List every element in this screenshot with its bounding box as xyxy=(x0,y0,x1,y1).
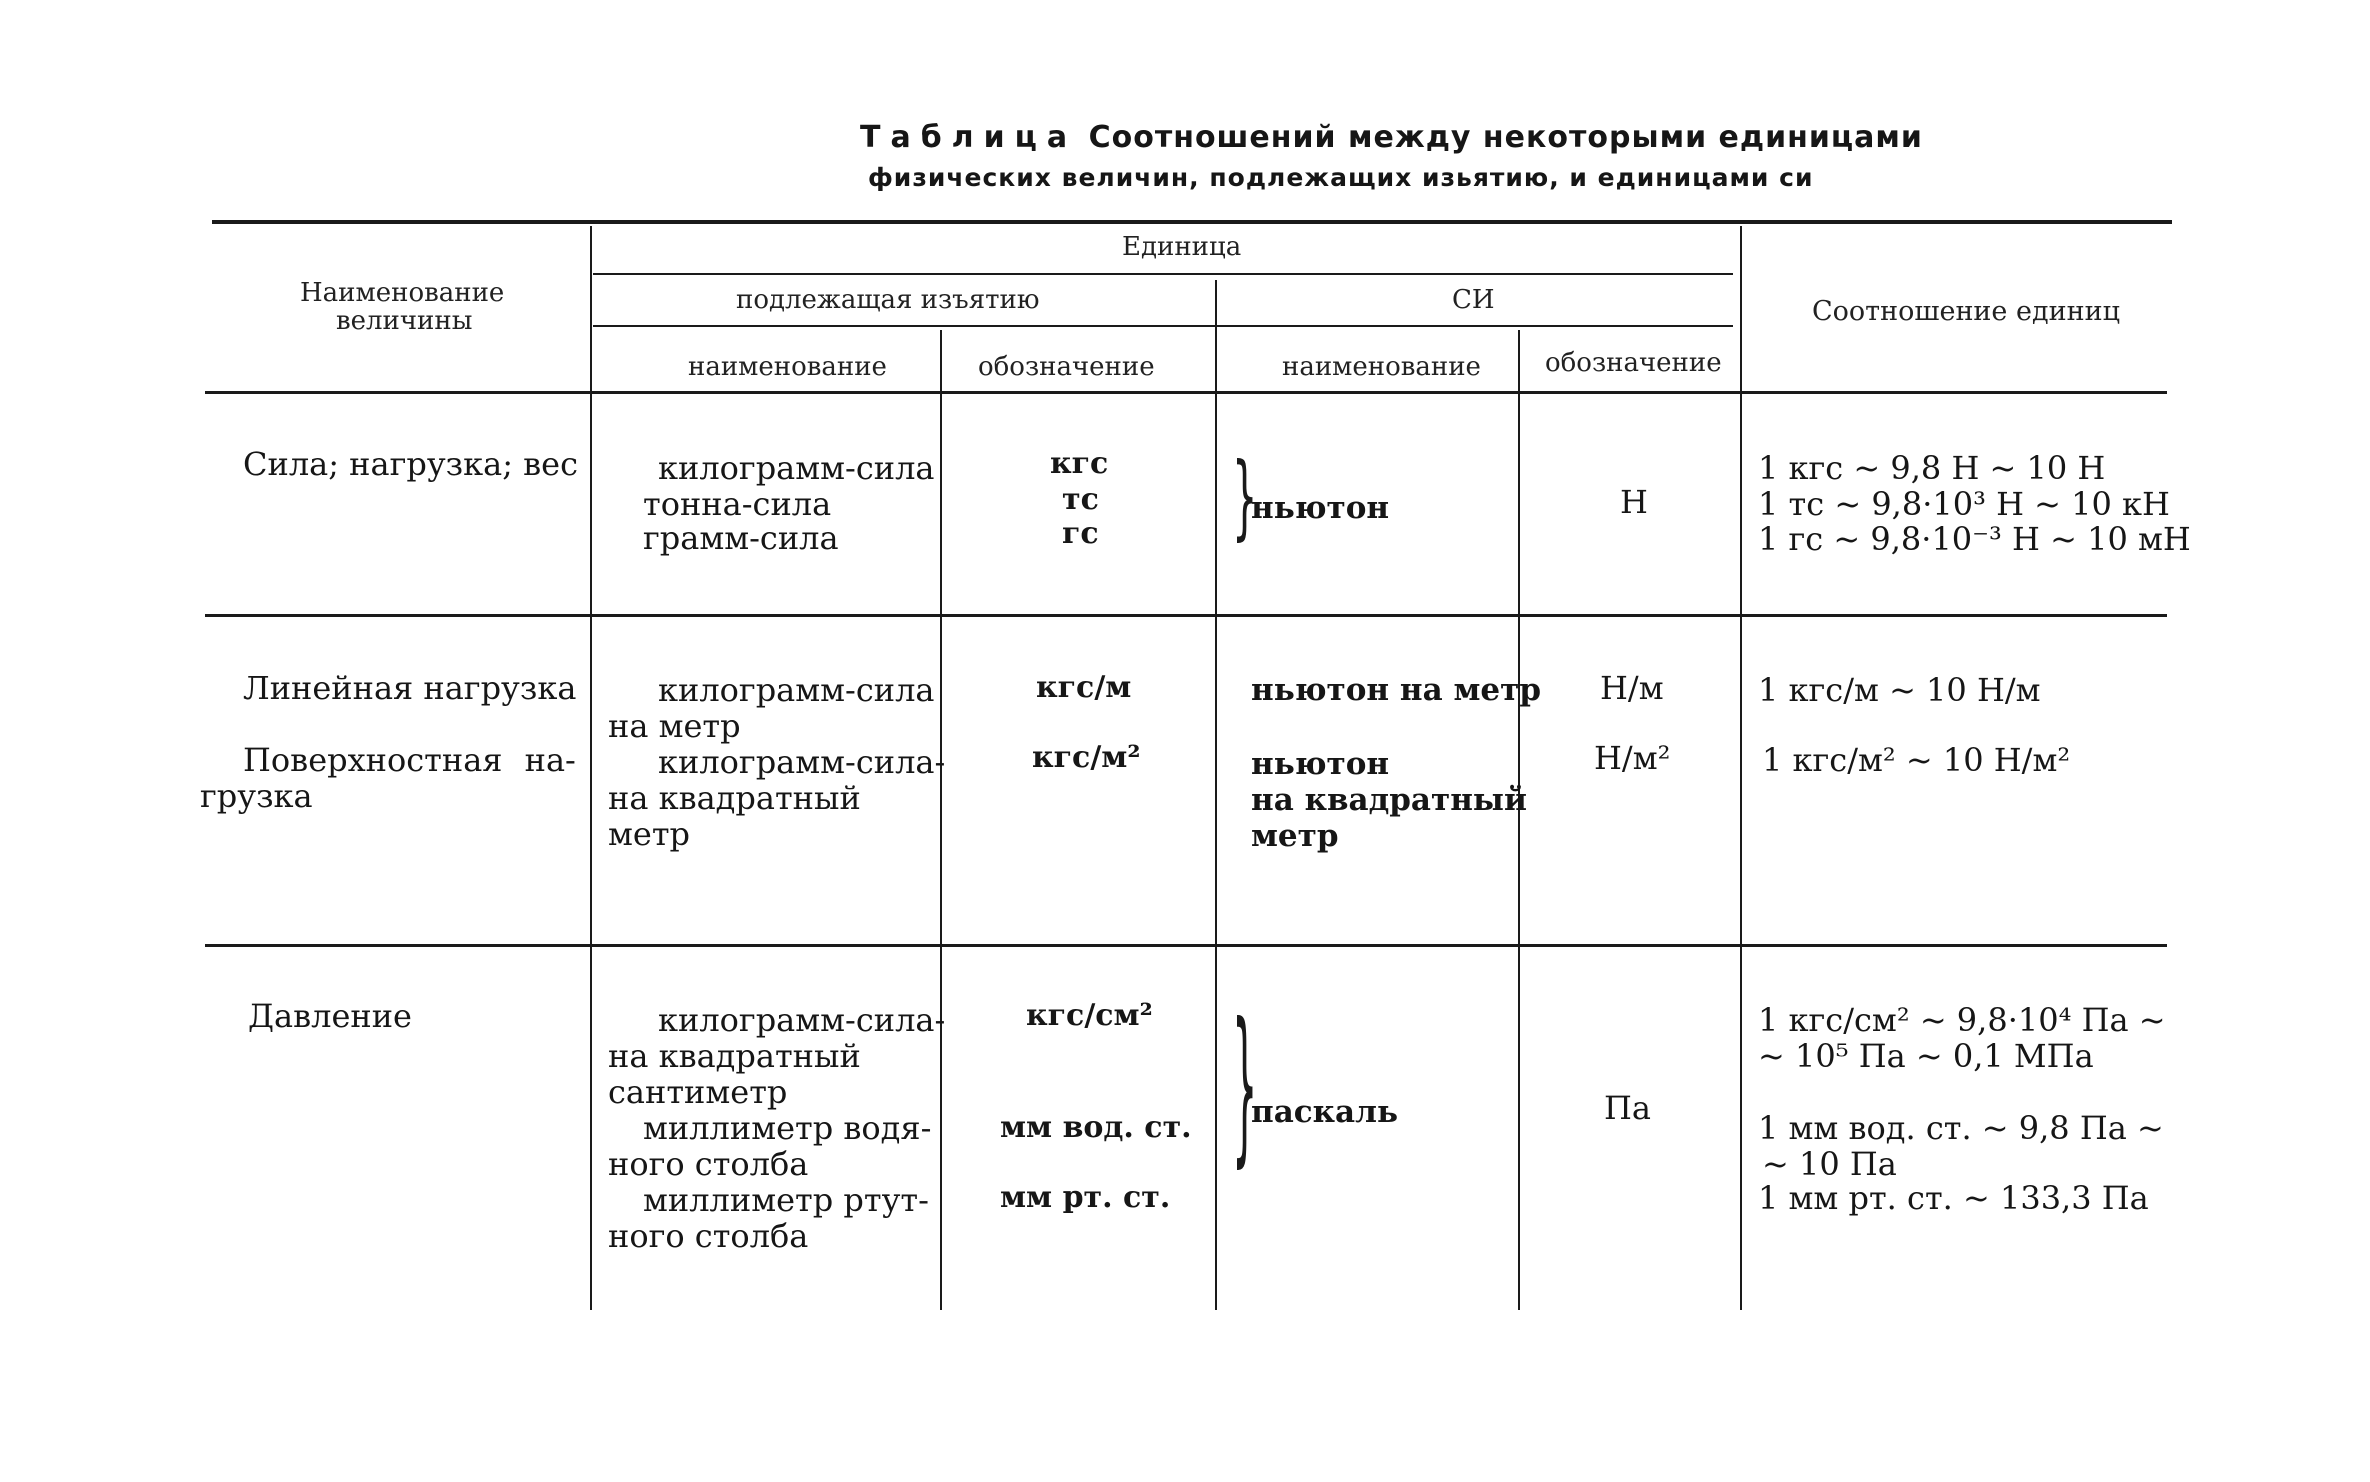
row3-withdrawn-name-3: сантиметр xyxy=(608,1073,788,1111)
row2-si-name-4: метр xyxy=(1251,818,1339,854)
col-divider-1 xyxy=(590,226,592,1310)
row2-si-symbol-1: Н/м xyxy=(1600,669,1664,707)
row3-withdrawn-name-7: ного столба xyxy=(608,1217,809,1255)
row1-quantity: Сила; нагрузка; вес xyxy=(243,445,579,483)
row2-si-name-3: на квадратный xyxy=(1251,782,1527,818)
table-subtitle: физических величин, подлежащих изьятию, и единицами си xyxy=(868,163,1814,192)
rule-under-withdrawn-si xyxy=(593,325,1733,327)
header-quantity-line1: Наименование xyxy=(300,278,505,308)
header-si-name: наименование xyxy=(1282,352,1481,382)
row2-quantity-1: Линейная нагрузка xyxy=(243,669,577,707)
row3-withdrawn-name-2: на квадратный xyxy=(608,1037,861,1075)
row1-withdrawn-name-3: грамм-сила xyxy=(643,519,839,557)
row3-withdrawn-name-1: килограмм-сила- xyxy=(658,1001,946,1039)
row2-quantity-3: грузка xyxy=(200,777,313,815)
header-quantity-line2: величины xyxy=(336,306,473,336)
row1-relation-2: 1 тс ~ 9,8·10³ Н ~ 10 кН xyxy=(1758,485,2170,523)
row3-withdrawn-symbol-1: кгс/см² xyxy=(1026,998,1153,1033)
row-divider-1 xyxy=(205,614,2167,617)
header-relation: Соотношение единиц xyxy=(1812,296,2120,327)
row2-relation-1: 1 кгс/м ~ 10 Н/м xyxy=(1758,671,2041,709)
rule-under-unit xyxy=(593,273,1733,275)
row3-relation-2: ~ 10⁵ Па ~ 0,1 МПа xyxy=(1758,1037,2094,1075)
header-withdrawn-symbol: обозначение xyxy=(978,352,1155,382)
col-divider-4 xyxy=(1518,330,1520,1310)
col-divider-3 xyxy=(1215,280,1217,1310)
row-divider-2 xyxy=(205,944,2167,947)
row3-relation-5: 1 мм рт. ст. ~ 133,3 Па xyxy=(1758,1179,2149,1217)
row1-si-symbol: Н xyxy=(1620,483,1648,521)
row2-withdrawn-symbol-1: кгс/м xyxy=(1036,670,1132,705)
row3-quantity: Давление xyxy=(248,997,412,1035)
row1-withdrawn-symbol-1: кгс xyxy=(1050,446,1109,481)
table-title-line1: Соотношений между некоторыми единицами xyxy=(1088,120,1923,155)
row2-withdrawn-symbol-2: кгс/м² xyxy=(1032,740,1141,775)
row3-relation-1: 1 кгс/см² ~ 9,8·10⁴ Па ~ xyxy=(1758,1001,2166,1039)
row1-withdrawn-symbol-2: тс xyxy=(1062,482,1099,517)
col-divider-5 xyxy=(1740,226,1742,1310)
row1-brace: } xyxy=(1232,445,1258,551)
row3-withdrawn-name-5: ного столба xyxy=(608,1145,809,1183)
row2-withdrawn-name-4: на квадратный xyxy=(608,779,861,817)
row3-withdrawn-symbol-2: мм вод. ст. xyxy=(1000,1110,1192,1145)
top-rule xyxy=(212,220,2172,224)
table-title xyxy=(860,120,1923,155)
row3-relation-4: ~ 10 Па xyxy=(1762,1145,1897,1183)
header-unit: Единица xyxy=(1122,232,1242,262)
row2-withdrawn-name-5: метр xyxy=(608,815,691,853)
header-withdrawn-name: наименование xyxy=(688,352,887,382)
row1-withdrawn-symbol-3: гс xyxy=(1062,516,1099,551)
row2-withdrawn-name-2: на метр xyxy=(608,707,741,745)
row3-si-name: паскаль xyxy=(1251,1094,1399,1130)
row2-si-symbol-2: Н/м² xyxy=(1594,739,1671,777)
header-si-symbol: обозначение xyxy=(1545,348,1722,378)
row3-withdrawn-symbol-3: мм рт. ст. xyxy=(1000,1180,1171,1215)
row3-brace: } xyxy=(1232,991,1258,1185)
row3-withdrawn-name-6: миллиметр ртут- xyxy=(643,1181,929,1219)
row2-si-name-2: ньютон xyxy=(1251,746,1390,782)
row1-relation-3: 1 гс ~ 9,8·10⁻³ Н ~ 10 мН xyxy=(1758,520,2191,558)
row2-withdrawn-name-1: килограмм-сила xyxy=(658,671,935,709)
col-divider-2 xyxy=(940,330,942,1310)
row3-withdrawn-name-4: миллиметр водя- xyxy=(643,1109,932,1147)
row2-withdrawn-name-3: килограмм-сила- xyxy=(658,743,946,781)
row3-relation-3: 1 мм вод. ст. ~ 9,8 Па ~ xyxy=(1758,1109,2164,1147)
row1-withdrawn-name-2: тонна-сила xyxy=(643,485,832,523)
table-title-prefix: Таблица xyxy=(860,120,1078,155)
row2-relation-2: 1 кгс/м² ~ 10 Н/м² xyxy=(1762,741,2071,779)
header-bottom-rule xyxy=(205,391,2167,394)
row2-si-name-1: ньютон на метр xyxy=(1251,672,1541,708)
header-si: СИ xyxy=(1452,285,1495,315)
row1-withdrawn-name-1: килограмм-сила xyxy=(658,449,935,487)
row3-si-symbol: Па xyxy=(1604,1089,1651,1127)
header-withdrawn: подлежащая изъятию xyxy=(736,285,1040,315)
row1-relation-1: 1 кгс ~ 9,8 Н ~ 10 Н xyxy=(1758,449,2106,487)
row1-si-name: ньютон xyxy=(1251,490,1390,526)
row2-quantity-2: Поверхностная на- xyxy=(243,741,576,779)
